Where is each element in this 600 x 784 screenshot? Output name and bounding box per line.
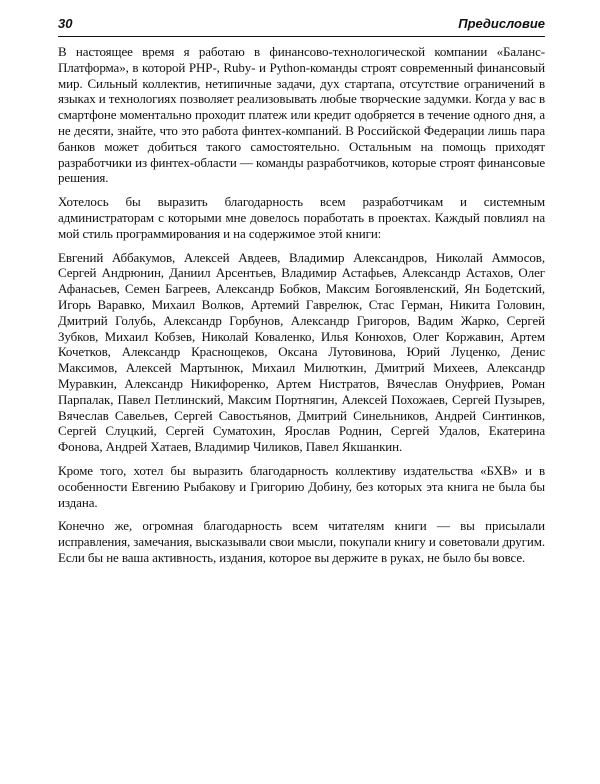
page-number: 30 [58, 16, 73, 31]
paragraph-names-list: Евгений Аббакумов, Алексей Авдеев, Владимир Александров, Николай Аммосов, Сергей Андрюнин, Даниил Арсентьев, Владимир Астафьев, Александр Астахов, Олег Афанасьев, Семен Багреев, Александр Бобков, Максим Богоявленский, Ян Бодетский, Игорь Варавко, Михаил Волков, Артемий Гаврелюк, Стас Герман, Никита Головин, Дмитрий Голубь, Александр Горбунов, Александр Григоров, Вадим Жарко, Сергей Зубков, Михаил Кобзев, Николай Коваленко, Илья Конюхов, Олег Коржавин, Артем Кочетков, Александр Краснощеков, Оксана Лутовинова, Юрий Луценко, Денис Максимов, Алексей Мартынюк, Михаил Милюткин, Дмитрий Михеев, Александр Муравкин, Александр Никифоренко, Артем Нистратов, Вячеслав Онуфриев, Роман Парпалак, Павел Петлинский, Максим Портнягин, Алексей Похожаев, Сергей Пузырев, Вячеслав Савельев, Сергей Савостьянов, Дмитрий Синельников, Андрей Синтинков, Сергей Слуцкий, Сергей Суматохин, Ярослав Роднин, Сергей Удалов, Екатерина Фонова, Андрей Хатаев, Владимир Чиликов, Павел Якшанкин. [58, 249, 545, 455]
paragraph-thanks-intro: Хотелось бы выразить благодарность всем разработчикам и системным администраторам с которыми мне довелось поработать в проектах. Каждый повлиял на мой стиль программирования и на содержимое этой книги: [58, 194, 545, 241]
paragraph-publisher-thanks: Кроме того, хотел бы выразить благодарность коллективу издательства «БХВ» и в особенности Евгению Рыбакову и Григорию Добину, без которых эта книга не была бы издана. [58, 462, 545, 510]
paragraph-company: В настоящее время я работаю в финансово-технологической компании «Баланс-Платформа», в которой PHP-, Ruby- и Python-команды строят современный финансовый мир. Сильный коллектив, нетипичные задачи, дух стартапа, отсутствие ограничений в языках и технологиях позволяет реализовывать любые творческие задумки. Когда у вас в смартфоне моментально проходит платеж или кредит одобряется в течение одного дня, а не десяти, знайте, что это работа финтех-компаний. В Российской Федерации лишь пара банков может добиться такого самостоятельно. Остальным на помощь приходят разработчики из финтех-области — команды разработчиков, которые строят финансовые решения. [58, 44, 545, 186]
running-header [58, 14, 545, 37]
page-body [58, 44, 545, 574]
section-title: Предисловие [458, 16, 545, 31]
paragraph-readers-thanks: Конечно же, огромная благодарность всем читателям книги — вы присылали исправления, замечания, высказывали свои мысли, покупали книгу и советовали другим. Если бы не ваша активность, издания, которое вы держите в руках, не было бы вовсе. [58, 518, 545, 565]
